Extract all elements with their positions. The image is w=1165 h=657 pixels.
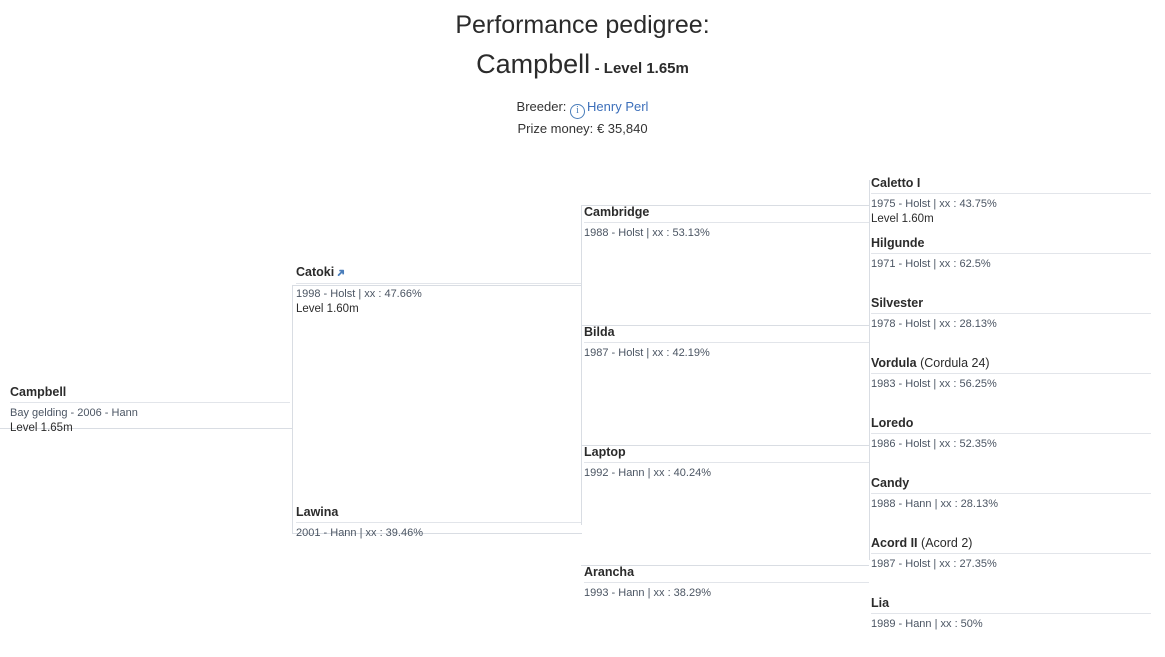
info-icon[interactable]: i: [570, 104, 585, 119]
node-name: Arancha: [584, 565, 635, 579]
node-details: 1983 - Holst | xx : 56.25%: [871, 373, 1151, 392]
pedigree-node-sire[interactable]: [296, 265, 581, 317]
node-details: 1988 - Holst | xx : 53.13%: [584, 222, 869, 241]
node-name-text: Hilgunde: [871, 236, 925, 250]
node-alt-name: (Acord 2): [921, 536, 973, 550]
node-name: [296, 265, 581, 281]
prize-money-label: Prize money:: [517, 121, 594, 136]
node-name: [871, 536, 1151, 551]
pedigree-node-gen3[interactable]: [871, 416, 1151, 452]
node-name: Bilda: [584, 325, 615, 339]
node-details: Bay gelding - 2006 - Hann: [10, 402, 290, 421]
node-name-text: Vordula: [871, 356, 917, 370]
connector: [581, 205, 582, 525]
pedigree-node-gen2[interactable]: [584, 205, 869, 241]
horse-title-line: [0, 44, 1165, 89]
pedigree-node-gen3[interactable]: [871, 596, 1151, 632]
horse-level: - Level 1.65m: [594, 60, 689, 77]
node-name: [871, 356, 1151, 371]
node-name-text: Caletto I: [871, 176, 921, 190]
sire-marker-icon: ➜: [333, 265, 349, 281]
node-details: 2001 - Hann | xx : 39.46%: [296, 522, 581, 541]
node-name-text: Lia: [871, 596, 890, 610]
pedigree-node-gen2[interactable]: [584, 565, 869, 601]
node-name: [871, 236, 1151, 251]
page-title: Performance pedigree:: [455, 11, 710, 39]
node-details: 1989 - Hann | xx : 50%: [871, 613, 1151, 632]
node-details: 1978 - Holst | xx : 28.13%: [871, 313, 1151, 332]
node-name: Laptop: [584, 445, 626, 459]
pedigree-node-gen2[interactable]: [584, 325, 869, 361]
node-name: Campbell: [10, 385, 67, 399]
node-name: [871, 596, 1151, 611]
node-details: 1987 - Holst | xx : 42.19%: [584, 342, 869, 361]
node-details: 1975 - Holst | xx : 43.75%: [871, 193, 1151, 212]
pedigree-chart: [0, 160, 1165, 657]
node-alt-name: (Cordula 24): [920, 356, 990, 370]
pedigree-node-gen3[interactable]: [871, 536, 1151, 572]
node-name: [871, 176, 1151, 191]
pedigree-node-dam[interactable]: [296, 505, 581, 541]
node-extra: Level 1.60m: [871, 213, 934, 225]
currency-symbol: €: [596, 121, 605, 136]
connector: [869, 300, 870, 560]
node-details: 1993 - Hann | xx : 38.29%: [584, 582, 869, 601]
node-name-text: Acord II: [871, 536, 918, 550]
node-name-text: Catoki: [296, 265, 335, 279]
breeder-link[interactable]: Henry Perl: [587, 99, 649, 114]
breeder-label: Breeder:: [516, 99, 567, 114]
prize-money-value: 35,840: [607, 121, 648, 136]
node-details: 1971 - Holst | xx : 62.5%: [871, 253, 1151, 272]
node-details: 1992 - Hann | xx : 40.24%: [584, 462, 869, 481]
node-details: 1988 - Hann | xx : 28.13%: [871, 493, 1151, 512]
node-details: 1986 - Holst | xx : 52.35%: [871, 433, 1151, 452]
pedigree-node-gen3[interactable]: [871, 236, 1151, 272]
node-name: [871, 296, 1151, 311]
pedigree-node-gen3[interactable]: [871, 356, 1151, 392]
pedigree-node-subject[interactable]: [10, 385, 290, 436]
pedigree-header: [0, 0, 1165, 139]
node-name-text: Loredo: [871, 416, 914, 430]
node-name-text: Candy: [871, 476, 910, 490]
horse-name: Campbell: [476, 49, 591, 79]
node-extra: Level 1.65m: [10, 422, 73, 434]
node-name: Lawina: [296, 505, 339, 519]
node-name-text: Silvester: [871, 296, 924, 310]
node-extra: Level 1.60m: [296, 303, 359, 315]
breeder-row: [0, 97, 1165, 119]
pedigree-node-gen3[interactable]: [871, 176, 1151, 227]
node-name: Cambridge: [584, 205, 650, 219]
pedigree-node-gen3[interactable]: [871, 476, 1151, 512]
pedigree-node-gen2[interactable]: [584, 445, 869, 481]
node-name: [871, 476, 1151, 491]
node-name: [871, 416, 1151, 431]
connector: [292, 285, 293, 533]
prize-money-row: [0, 119, 1165, 139]
node-details: 1998 - Holst | xx : 47.66%: [296, 283, 581, 302]
pedigree-node-gen3[interactable]: [871, 296, 1151, 332]
node-details: 1987 - Holst | xx : 27.35%: [871, 553, 1151, 572]
